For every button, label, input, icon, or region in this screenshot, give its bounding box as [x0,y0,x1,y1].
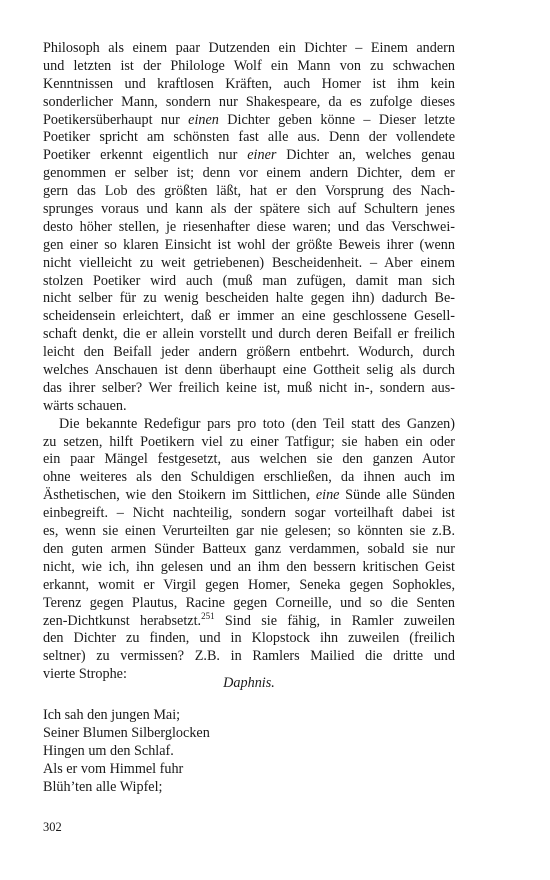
text-segment: welches Anschauen ist denn überhaupt eine Gottheit selig als durch [43,362,455,379]
text-segment: genommen er selber ist; denn vor einem andern Dichter, dem er [43,165,455,182]
text-segment: seltner) zu vermissen? Z.B. in Ramlers Mailied die dritte und [43,648,455,665]
text-segment: Poetiker spricht am schönsten fast alle aus. Denn der vollendete [43,129,455,146]
text-line [43,129,455,147]
text-segment: Philosoph als einem paar Dutzenden ein Dichter – Einem andern [43,40,455,56]
text-segment: Dichter an, welches genau [276,147,455,164]
text-segment: nicht selber für zu wenig bescheiden halte gegen ihn) dadurch Be- [43,290,455,307]
text-segment: das ihrer selber? Wer freilich keine ist, muß nicht in-, sondern aus- [43,379,455,396]
body-text [43,40,455,684]
text-segment: Terenz gegen Plautus, Racine gegen Corneille, und so die Senten [43,594,455,611]
text-segment: Sünde alle Sünden [339,487,455,504]
text-line [43,487,455,505]
text-line [43,40,455,58]
text-line [43,273,455,291]
text-line [43,58,455,76]
text-segment: ein paar Mängel festgesetzt, aus welchen sie den ganzen Autor [43,451,455,468]
text-line [43,416,455,434]
poem-stanza [43,707,455,796]
text-segment: Poetikersüberhaupt nur [43,111,189,128]
text-line [43,595,455,613]
text-segment: den guten armen Sünder Batteux ganz verdammen, sobald sie nur [43,540,455,557]
poem-title: Daphnis. [223,675,275,691]
emphasis-text: einen [188,111,219,128]
text-segment: und letzten ist der Philologe Wolf ein Mann von zu schwachen [43,57,455,74]
text-segment: einbegreift. – Nicht nachteilig, sondern sogar vorteilhaft dabei ist [43,505,455,522]
poem-line: Seiner Blumen Silberglocken [43,724,210,741]
text-line [43,469,455,487]
text-line [43,451,455,469]
text-segment: scheidensein erleichtert, daß er immer an eine geschlossene Gesell- [43,308,455,325]
poem-line: Hingen um den Schlaf. [43,742,174,759]
text-segment: leicht den Beifall jeder andern größern entbehrt. Wodurch, durch [43,344,455,361]
text-segment: ohne weiteres als den Schuldigen erschließen, da ihnen auch im [43,469,455,486]
text-segment: Die bekannte Redefigur pars pro toto (den Teil statt des Ganzen) [59,415,455,432]
text-line [43,255,455,273]
text-segment: wärts schauen. [43,397,127,414]
text-segment: es, wenn sie einen Verurteilten gar nie gelesen; so könnten sie z.B. [43,523,455,540]
text-line [43,219,455,237]
text-segment: nicht, wie ich, ihn gelesen und an ihm den bessern kritischen Geist [43,558,455,575]
text-segment: sprunges voraus und kann als der spätere sich auf Schultern jenes [43,201,455,218]
text-line [43,201,455,219]
text-line [43,541,455,559]
text-segment: zu setzen, hilft Poetikern viel zu einer Tatfigur; sie haben ein oder [43,433,455,450]
text-line [43,648,455,666]
text-segment: stolzen Poetiker wird auch (muß man zufügen, damit man sich [43,272,455,289]
text-segment: desto höher stellen, je riesenhafter diese waren; und das Verschwei- [43,218,455,235]
text-line [43,505,455,523]
page-number: 302 [43,820,62,834]
text-line [43,523,455,541]
text-line [43,76,455,94]
text-segment: vierte Strophe: [43,666,127,683]
text-segment: nicht vielleicht zu weit getriebenen) Bescheidenheit. – Aber einem [43,254,455,271]
text-segment: den Dichter zu finden, und in Klopstock ihn zuweilen (freilich [43,630,455,647]
text-segment: schaft denkt, die er allein vorstellt und durch deren Beifall er freilich [43,326,455,343]
poem-line: Ich sah den jungen Mai; [43,707,181,723]
text-segment: Poetiker erkennt eigentlich nur [43,147,248,164]
text-line [43,165,455,183]
emphasis-text: einer [247,147,277,164]
text-line [43,326,455,344]
footnote-marker: 251 [201,610,215,621]
text-segment: Dichter geben könne – Dieser letzte [218,111,455,128]
text-line [43,344,455,362]
emphasis-text: eine [315,487,340,504]
text-line [43,362,455,380]
text-segment: Kenntnissen und kraftlosen Kräften, auch Homer ist ihm kein [43,75,455,92]
text-line [43,577,455,595]
text-line [43,183,455,201]
text-segment: zen-Dichtkunst herabsetzt. [43,612,202,629]
poem-line: Blüh’ten alle Wipfel; [43,778,163,795]
text-segment: Sind sie fähig, in Ramler zuweilen [214,612,455,629]
text-line [43,630,455,648]
text-segment: Ästhetischen, wie den Stoikern im Sittlichen, [43,487,316,504]
text-segment: erkannt, womit er Virgil gegen Homer, Seneka gegen Sophokles, [43,576,455,593]
text-line [43,147,455,165]
text-line [43,398,455,416]
text-line [43,380,455,398]
text-line [43,290,455,308]
text-segment: gern das Lob des größten läßt, hat er den Vorsprung des Nach- [43,183,455,200]
poem-line: Als er vom Himmel fuhr [43,760,184,777]
text-line [43,94,455,112]
text-segment: gen einer so klaren Einsicht ist wohl der größte Beweis ihrer (wenn [43,236,455,253]
text-line [43,112,455,130]
text-segment: sonderlicher Mann, sondern nur Shakespeare, da es zufolge dieses [43,93,455,110]
text-line [43,434,455,452]
text-line [43,308,455,326]
text-line [43,237,455,255]
text-line [43,559,455,577]
text-line [43,610,455,631]
